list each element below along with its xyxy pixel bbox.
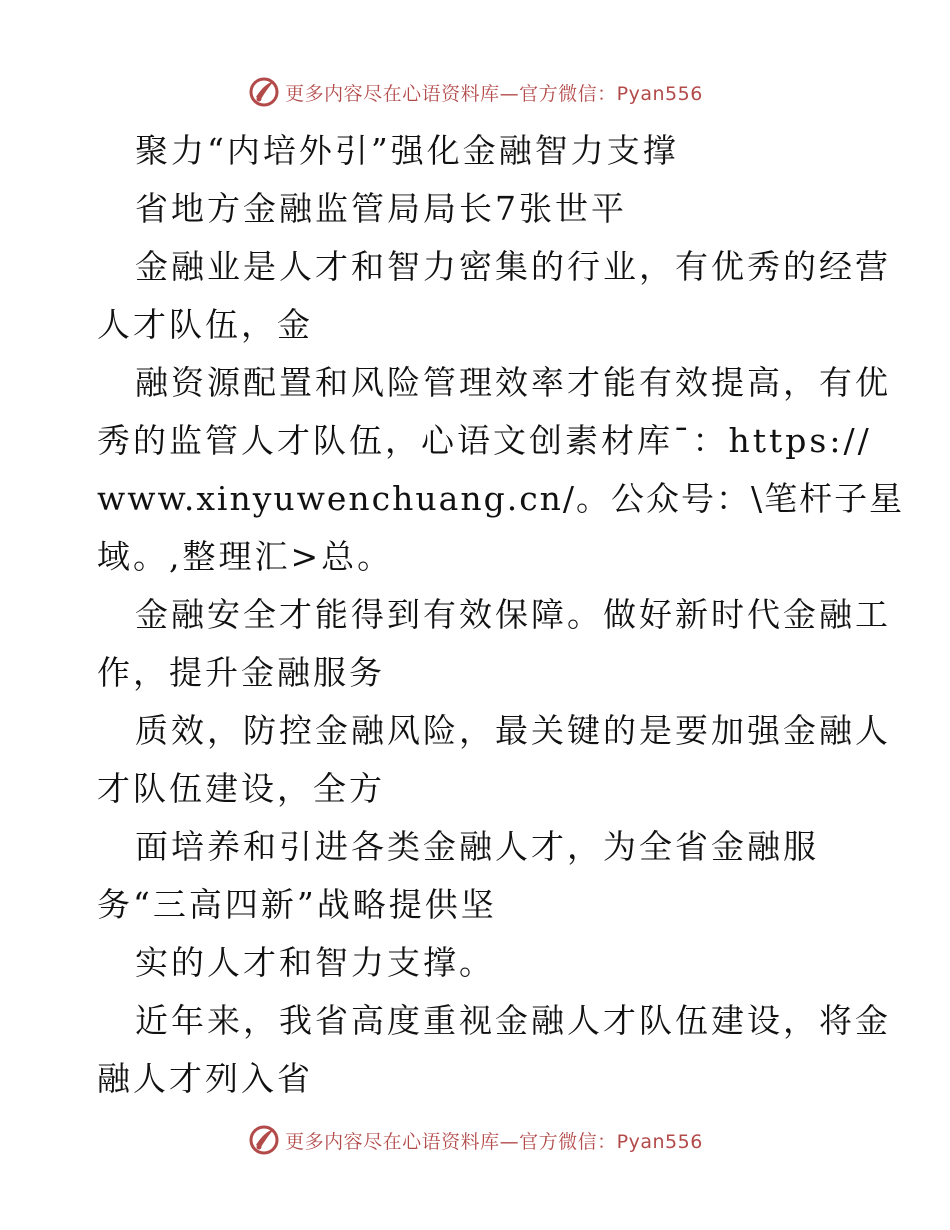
text-line: 质效，防控金融风险，最关键的是要加强金融人: [135, 711, 891, 750]
text-line: 金融业是人才和智力密集的行业，有优秀的经营: [135, 247, 891, 286]
text-line: 作，提升金融服务: [97, 653, 385, 692]
text-line: 近年来，我省高度重视金融人才队伍建设，将金: [135, 1001, 891, 1040]
banner-title: 更多内容尽在心语资料库: [285, 82, 500, 105]
text-line: 金融安全才能得到有效保障。做好新时代金融工: [135, 595, 891, 634]
banner-wechat: 官方微信：Pyan556: [519, 82, 703, 105]
text-line: 实的人才和智力支撑。: [135, 943, 495, 982]
text-line: 融资源配置和风险管理效率才能有效提高，有优: [135, 363, 891, 402]
brush-circle-logo-icon: [247, 75, 281, 109]
header-banner: [0, 72, 950, 112]
document-body: [97, 122, 905, 1108]
text-line: 才队伍建设，全方: [97, 769, 385, 808]
document-author: 省地方金融监管局局长7张世平: [135, 189, 627, 228]
text-line: 面培养和引进各类金融人才，为全省金融服: [135, 827, 819, 866]
footer-banner: [0, 1120, 950, 1160]
text-line: 秀的监管人才队伍，心语文创素材库¯：https://: [97, 421, 872, 460]
brush-circle-logo-icon: [247, 1123, 281, 1157]
banner-separator: —: [499, 82, 520, 105]
banner-text: [285, 1127, 703, 1154]
document-title: 聚力“内培外引”强化金融智力支撑: [135, 131, 679, 170]
banner-wechat: 官方微信：Pyan556: [519, 1130, 703, 1153]
text-line: www.xinyuwenchuang.cn/。公众号：\笔杆子星: [97, 479, 905, 518]
text-line: 域。,整理汇>总。: [97, 537, 394, 576]
banner-title: 更多内容尽在心语资料库: [285, 1130, 500, 1153]
text-line: 人才队伍，金: [97, 305, 313, 344]
text-line: 融人才列入省: [97, 1059, 313, 1098]
text-line: 务“三高四新”战略提供坚: [97, 885, 497, 924]
banner-separator: —: [499, 1130, 520, 1153]
banner-text: [285, 79, 703, 106]
